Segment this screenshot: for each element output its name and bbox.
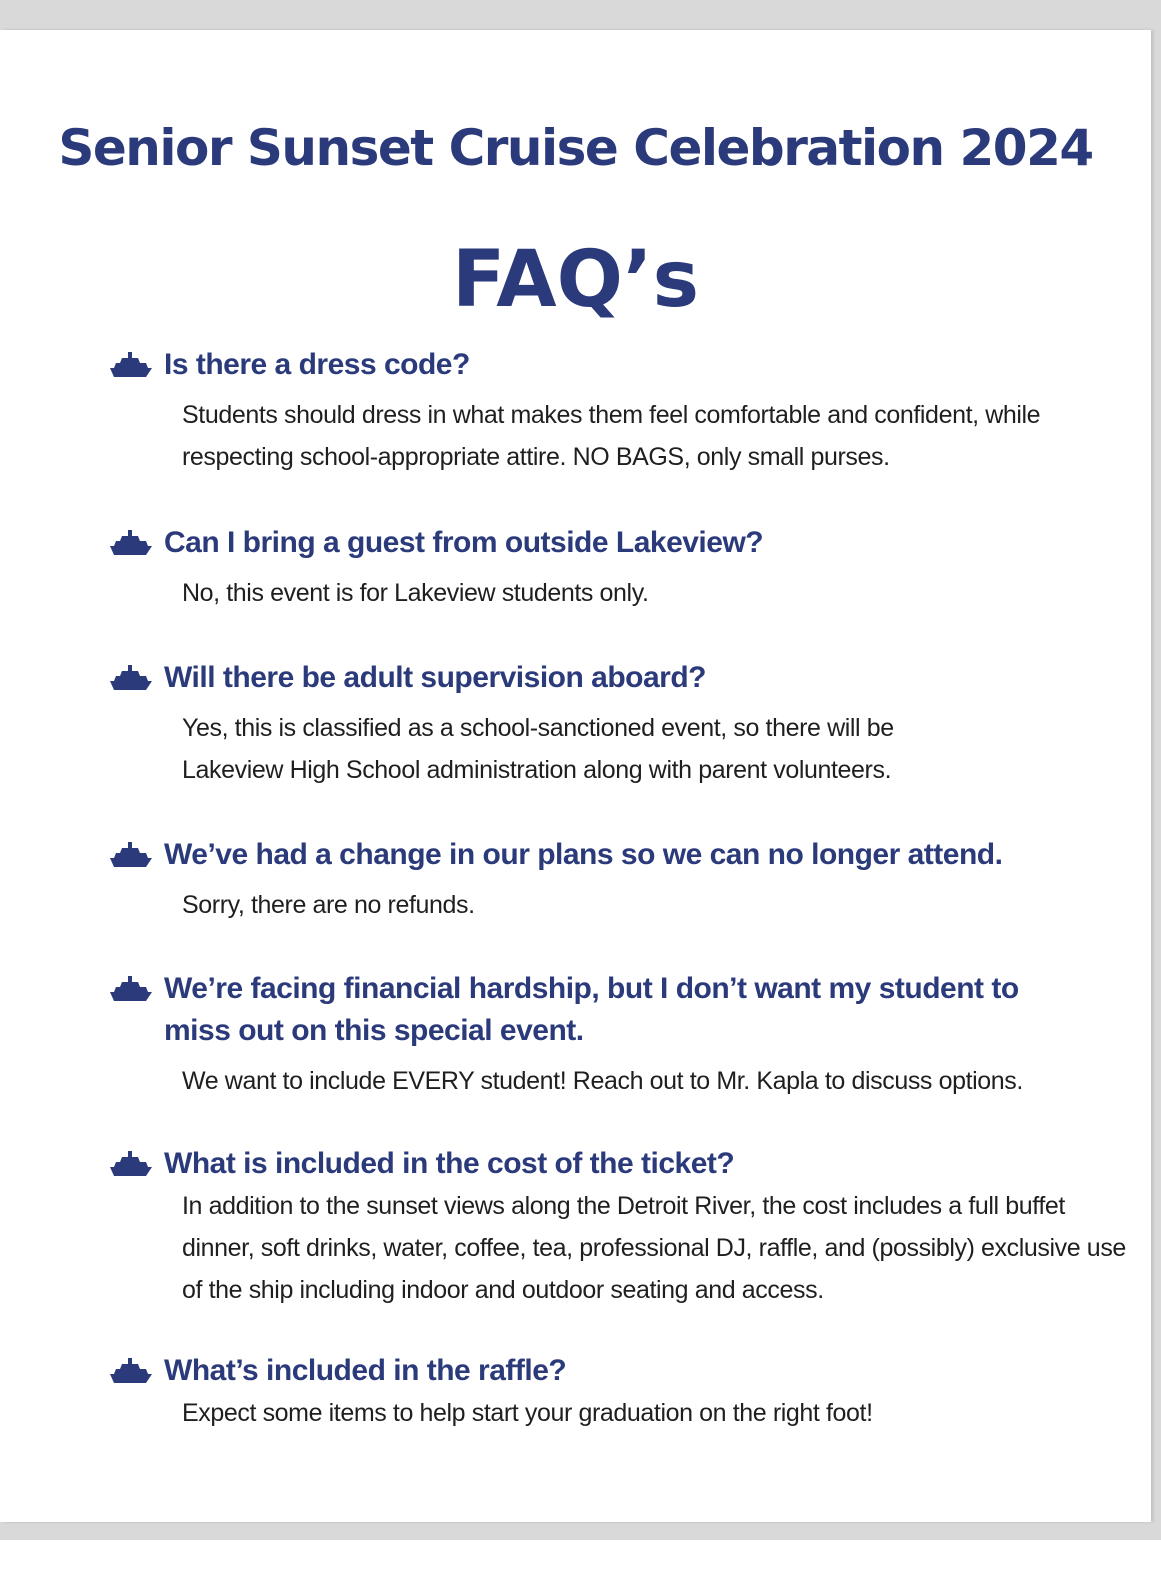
faq-question: We’re facing financial hardship, but I don’t want my student to miss out on this special event.: [164, 972, 1019, 1047]
flyer-page: [0, 30, 1151, 1522]
faq-item-supervision: [108, 657, 968, 791]
ship-icon: [108, 974, 154, 1004]
faq-question: Can I bring a guest from outside Lakeview?: [164, 526, 764, 559]
bottom-page-edge: [0, 1540, 1161, 1571]
faq-question: We’ve had a change in our plans so we can no longer attend.: [164, 838, 1003, 871]
faq-answer: Sorry, there are no refunds.: [182, 891, 475, 919]
faq-question: What is included in the cost of the ticket?: [164, 1147, 735, 1180]
faq-item-refunds: [108, 834, 1128, 926]
faq-answer: Students should dress in what makes them feel comfortable and confident, while respecting school-appropriate attire. NO BAGS, only small purses.: [182, 401, 1041, 471]
ship-icon: [108, 840, 154, 870]
faq-answer: Expect some items to help start your graduation on the right foot!: [182, 1399, 873, 1427]
faq-answer: Yes, this is classified as a school-sanctioned event, so there will be Lakeview High School administration along with parent volunteers.: [182, 714, 894, 784]
faq-question: Will there be adult supervision aboard?: [164, 661, 706, 694]
faq-item-financial-hardship: [108, 968, 1138, 1102]
faq-answer: In addition to the sunset views along the Detroit River, the cost includes a full buffet dinner, soft drinks, water, coffee, tea, professional DJ, raffle, and (possibly) exclusive use of the ship including indoor and outdoor seating and access.: [182, 1192, 1126, 1304]
ship-icon: [108, 663, 154, 693]
faq-question: What’s included in the raffle?: [164, 1354, 567, 1387]
ship-icon: [108, 528, 154, 558]
ship-icon: [108, 350, 154, 380]
faq-item-ticket-cost: [108, 1143, 1138, 1311]
page-subtitle: FAQ’s: [451, 235, 700, 325]
faq-item-guest: [108, 522, 1128, 614]
faq-answer: We want to include EVERY student! Reach out to Mr. Kapla to discuss options.: [182, 1067, 1023, 1095]
faq-answer: No, this event is for Lakeview students only.: [182, 579, 649, 607]
ship-icon: [108, 1149, 154, 1179]
ship-icon: [108, 1356, 154, 1386]
faq-item-raffle: [108, 1350, 1128, 1434]
faq-question: Is there a dress code?: [164, 348, 470, 381]
faq-item-dress-code: [108, 344, 1048, 478]
page-title: Senior Sunset Cruise Celebration 2024: [58, 119, 1093, 177]
